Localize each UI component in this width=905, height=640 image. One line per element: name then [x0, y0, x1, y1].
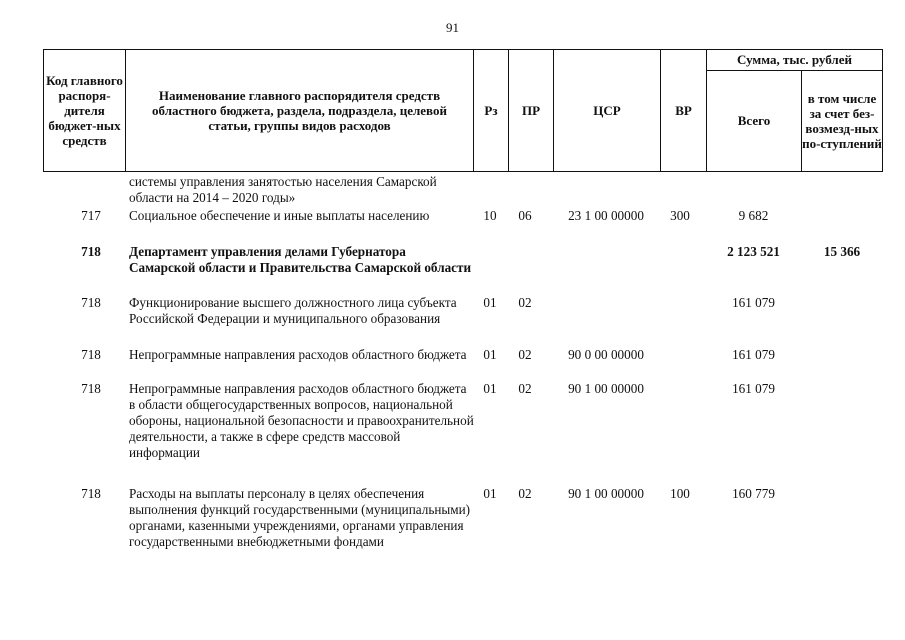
- row-rz: 10: [483, 208, 497, 223]
- table-body: [43, 174, 883, 570]
- row-pr: 02: [518, 486, 532, 501]
- row-csr: 90 0 00 00000: [568, 347, 644, 362]
- row-code: 718: [81, 244, 101, 259]
- header-rz: Рз: [474, 50, 509, 171]
- header-sum-free: в том числе за счет без-возмезд-ных по-ступлений: [802, 91, 882, 151]
- row-pr: 02: [518, 347, 532, 362]
- header-sum-title: Сумма, тыс. рублей: [707, 50, 882, 71]
- table-row: [43, 174, 883, 208]
- row-vr: 100: [670, 486, 690, 501]
- row-name: системы управления занятостью населения Самарской области на 2014 – 2020 годы»: [129, 174, 437, 205]
- header-name: Наименование главного распорядителя средств областного бюджета, раздела, подраздела, целевой статьи, группы видов расходов: [126, 50, 474, 171]
- table-row: [43, 347, 883, 381]
- row-name: Непрограммные направления расходов областного бюджета в области общегосударственных вопросов, национальной обороны, национальной безопасности и правоохранительной деятельности, а также в сфере средств массовой информации: [129, 381, 474, 460]
- row-name: Департамент управления делами Губернатора Самарской области и Правительства Самарской области: [129, 244, 472, 275]
- row-total: 161 079: [732, 347, 775, 362]
- row-vr: 300: [670, 208, 690, 223]
- row-rz: 01: [483, 295, 497, 310]
- table-row: [43, 208, 883, 244]
- table-row: [43, 486, 883, 570]
- row-rz: 01: [483, 486, 497, 501]
- table-row: [43, 295, 883, 347]
- row-total: 9 682: [738, 208, 769, 223]
- row-code: 717: [81, 208, 101, 223]
- table-header: [43, 49, 883, 172]
- table-row: [43, 381, 883, 486]
- row-rz: 01: [483, 347, 497, 362]
- header-code: Код главного распоря-дителя бюджет-ных средств: [44, 50, 126, 171]
- header-sum-group: [707, 50, 882, 171]
- row-total: 161 079: [732, 381, 775, 396]
- row-code: 718: [81, 295, 101, 310]
- row-pr: 02: [518, 295, 532, 310]
- row-total: 161 079: [732, 295, 775, 310]
- row-name: Расходы на выплаты персоналу в целях обеспечения выполнения функций государственными (муниципальными) органами, казенными учреждениями, органами управления государственными внебюджетными фондами: [129, 486, 471, 549]
- row-code: 718: [81, 486, 101, 501]
- row-name: Непрограммные направления расходов областного бюджета: [129, 347, 467, 362]
- row-csr: 90 1 00 00000: [568, 381, 644, 396]
- row-csr: 90 1 00 00000: [568, 486, 644, 501]
- row-free: 15 366: [823, 244, 861, 259]
- row-pr: 02: [518, 381, 532, 396]
- page-number: 91: [446, 20, 459, 35]
- row-code: 718: [81, 381, 101, 396]
- row-total: 2 123 521: [727, 244, 780, 259]
- row-name: Социальное обеспечение и иные выплаты населению: [129, 208, 430, 223]
- row-code: 718: [81, 347, 101, 362]
- row-total: 160 779: [732, 486, 775, 501]
- row-csr: 23 1 00 00000: [568, 208, 644, 223]
- row-name: Функционирование высшего должностного лица субъекта Российской Федерации и муниципального образования: [129, 295, 457, 326]
- header-pr: ПР: [509, 50, 554, 171]
- header-sum-total: Всего: [707, 71, 802, 171]
- row-rz: 01: [483, 381, 497, 396]
- table-row: [43, 244, 883, 295]
- row-pr: 06: [518, 208, 532, 223]
- header-csr: ЦСР: [554, 50, 661, 171]
- header-vr: ВР: [661, 50, 707, 171]
